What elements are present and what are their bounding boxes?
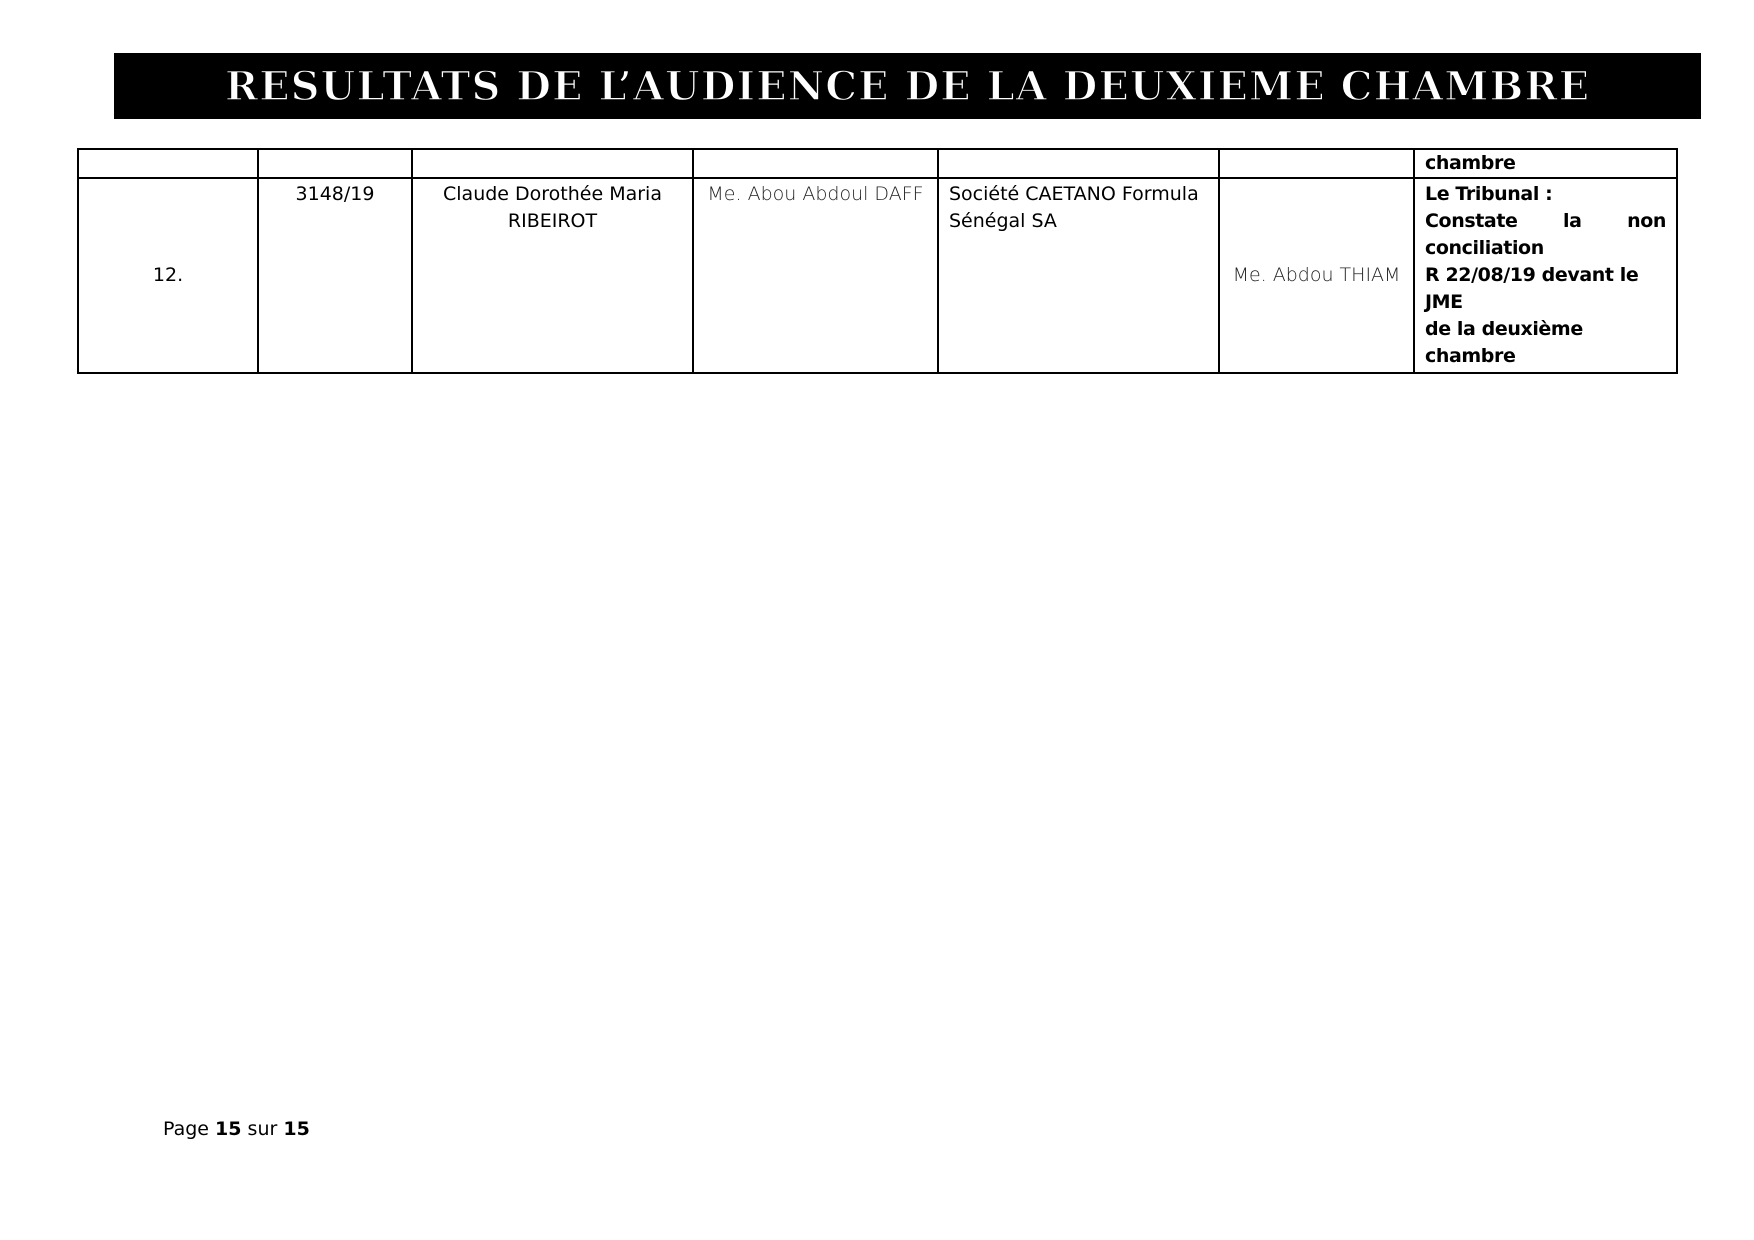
cell-plaintiff-lawyer: Me. Abou Abdoul DAFF [693,178,938,373]
page-footer [163,1118,310,1140]
cell-plaintiff: Claude Dorothée Maria RIBEIROT [412,178,693,373]
cell-case-ref: 3148/19 [258,178,412,373]
cell-defendant: Société CAETANO Formula Sénégal SA [938,178,1219,373]
table-row [78,149,1677,178]
header-banner [114,53,1701,119]
decision-text: Constate la non [1425,210,1666,232]
decision-text: R 22/08/19 devant le JME [1425,264,1639,313]
results-table [77,148,1678,374]
cell-decision [1414,149,1677,178]
page-label: Page [163,1118,209,1140]
cell-defendant-lawyer [1219,149,1414,178]
cell-plaintiff-lawyer [693,149,938,178]
cell-decision [1414,178,1677,373]
cell-number [78,149,258,178]
cell-number: 12. [78,178,258,373]
decision-text: conciliation [1425,237,1544,259]
decision-text: Le Tribunal : [1425,183,1553,205]
page-total: 15 [283,1118,310,1140]
cell-defendant [938,149,1219,178]
cell-case-ref [258,149,412,178]
page-title: RESULTATS DE L’AUDIENCE DE LA DEUXIEME CHAMBRE [224,62,1591,110]
cell-plaintiff [412,149,693,178]
decision-text: chambre [1425,152,1516,174]
page-current: 15 [215,1118,242,1140]
page-separator: sur [247,1118,278,1140]
cell-defendant-lawyer: Me. Abdou THIAM [1219,178,1414,373]
table-row [78,178,1677,373]
decision-text: de la deuxième chambre [1425,318,1583,367]
